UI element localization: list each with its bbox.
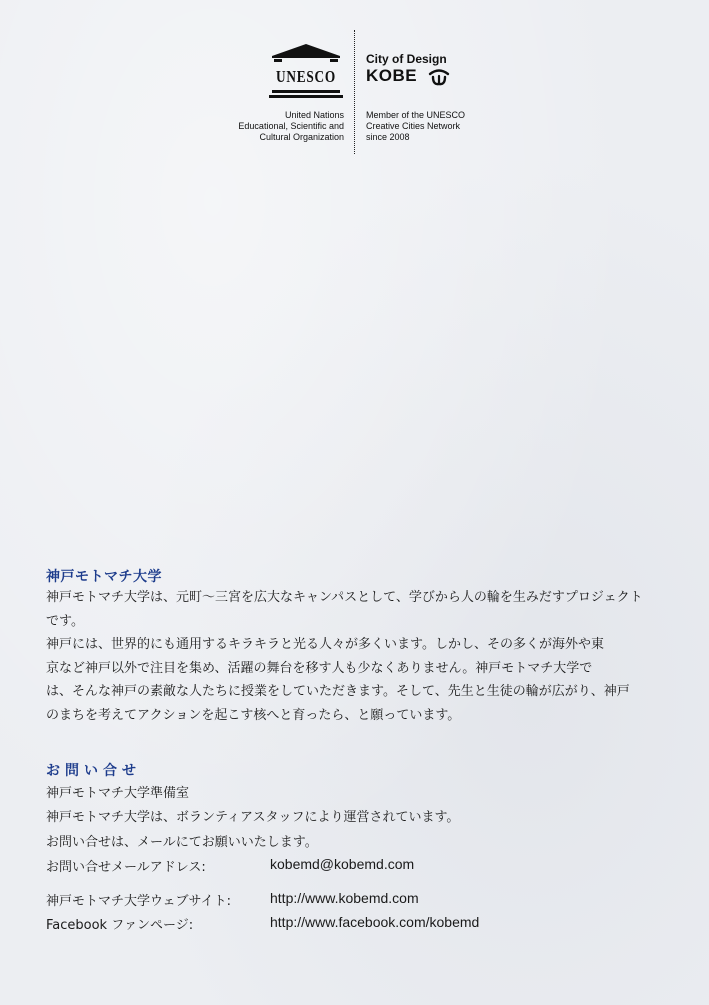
facebook-label: Facebook ファンページ: — [46, 918, 194, 933]
unesco-caption-line: Cultural Organization — [259, 132, 344, 142]
paragraph-line: のまちを考えてアクションを起こす核へと育ったら、と願っています。 — [46, 707, 461, 723]
website-link[interactable]: http://www.kobemd.com — [270, 890, 419, 906]
city-caption-line: Creative Cities Network — [366, 121, 461, 131]
unesco-temple-logo — [268, 42, 344, 102]
about-heading: 神戸モトマチ大学 — [46, 569, 162, 585]
city-caption — [366, 110, 496, 143]
kobe-emblem-icon — [428, 68, 450, 86]
city-caption-line: since 2008 — [366, 132, 410, 142]
website-label: 神戸モトマチ大学ウェブサイト: — [46, 894, 231, 909]
paragraph-line: 神戸には、世界的にも通用するキラキラと光る人々が多くいます。しかし、その多くが海外や東 — [46, 637, 604, 652]
paragraph-line: です。 — [46, 613, 84, 629]
paragraph-line: 神戸モトマチ大学は、元町～三宮を広大なキャンパスとして、学びから人の輪を生みだすプロジェクト — [46, 590, 643, 605]
city-of-design-title: City of Design — [366, 52, 447, 66]
email-note: お問い合せは、メールにてお願いいたします。 — [46, 835, 318, 850]
unesco-caption-line: Educational, Scientific and — [238, 121, 344, 131]
paragraph-line: 京など神戸以外で注目を集め、活躍の舞台を移す人も少なくありません。神戸モトマチ大学で — [46, 660, 593, 676]
paragraph-line: は、そんな神戸の素敵な人たちに授業をしていただきます。そして、先生と生徒の輪が広がり、神戸 — [46, 684, 630, 699]
contact-row-facebook — [46, 914, 646, 934]
email-label: お問い合せメールアドレス: — [46, 860, 206, 875]
about-paragraph-1 — [46, 586, 666, 633]
unesco-caption — [196, 110, 344, 143]
unesco-logo-text: UNESCO — [276, 67, 336, 86]
operated-by-note: 神戸モトマチ大学は、ボランティアスタッフにより運営されています。 — [46, 810, 460, 825]
logo-divider — [354, 30, 355, 154]
facebook-link[interactable]: http://www.facebook.com/kobemd — [270, 914, 480, 930]
city-caption-line: Member of the UNESCO — [366, 110, 466, 120]
unesco-caption-line: United Nations — [284, 110, 344, 120]
contact-heading: お問い合せ — [46, 763, 141, 779]
email-address-link[interactable]: kobemd@kobemd.com — [270, 856, 415, 872]
city-name: KOBE — [366, 66, 418, 85]
contact-row-email — [46, 856, 646, 876]
contact-row-website — [46, 890, 646, 910]
about-paragraph-2 — [46, 633, 666, 727]
office-name: 神戸モトマチ大学準備室 — [46, 786, 190, 801]
